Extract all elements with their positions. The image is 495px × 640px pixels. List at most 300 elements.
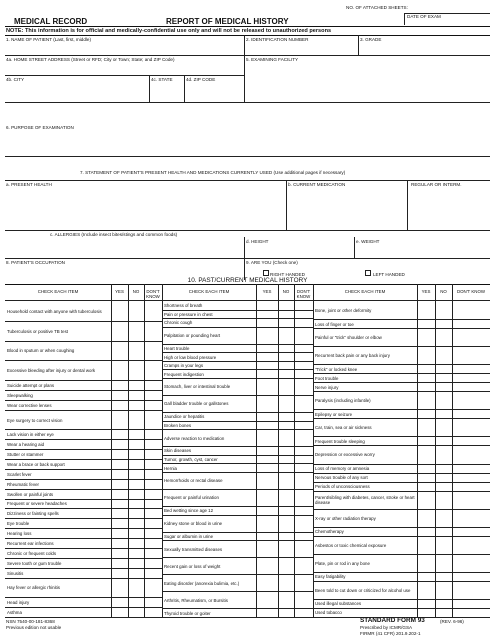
history-no-checkbox[interactable] — [278, 540, 294, 557]
history-yes-checkbox[interactable] — [111, 597, 128, 607]
history-yes-checkbox[interactable] — [111, 479, 128, 489]
history-no-checkbox[interactable] — [128, 518, 144, 528]
history-dont-know-checkbox[interactable] — [144, 469, 162, 479]
history-dont-know-checkbox[interactable] — [294, 310, 313, 319]
history-yes-checkbox[interactable] — [256, 378, 278, 395]
history-item: Swollen or painful joints — [7, 491, 54, 497]
present-health-field[interactable] — [6, 189, 284, 229]
history-dont-know-checkbox[interactable] — [452, 418, 490, 436]
history-yes-checkbox[interactable] — [417, 473, 435, 482]
history-no-checkbox[interactable] — [128, 360, 144, 380]
history-dont-know-checkbox[interactable] — [452, 301, 490, 319]
history-yes-checkbox[interactable] — [256, 412, 278, 421]
history-item: Wear a hearing aid — [7, 442, 45, 448]
history-yes-checkbox[interactable] — [111, 410, 128, 430]
grade-field[interactable] — [360, 44, 488, 54]
history-yes-checkbox[interactable] — [256, 369, 278, 378]
history-item: Skin diseases — [164, 448, 192, 454]
history-dont-know-checkbox[interactable] — [294, 446, 313, 455]
history-yes-checkbox[interactable] — [417, 536, 435, 554]
history-yes-checkbox[interactable] — [417, 373, 435, 382]
current-medication-label: b. CURRENT MEDICATION — [288, 182, 346, 187]
allergies-label: c. ALLERGIES (Include insect bites/stings and common foods) — [50, 232, 178, 237]
history-yes-checkbox[interactable] — [256, 395, 278, 412]
height-label: d. HEIGHT — [246, 239, 269, 244]
history-yes-checkbox[interactable] — [417, 482, 435, 491]
history-yes-checkbox[interactable] — [111, 439, 128, 449]
history-dont-know-checkbox[interactable] — [452, 382, 490, 391]
history-yes-checkbox[interactable] — [256, 361, 278, 370]
history-item: Sexually transmitted diseases — [164, 546, 223, 552]
history-item: Asbestos or toxic chemical exposure — [315, 542, 387, 548]
history-dont-know-checkbox[interactable] — [144, 459, 162, 469]
statement-label: 7. STATEMENT OF PATIENT'S PRESENT HEALTH AND MEDICATIONS CURRENTLY USED (Use additional pages if necessary) — [80, 170, 346, 175]
history-no-checkbox[interactable] — [128, 538, 144, 548]
history-dont-know-checkbox[interactable] — [294, 369, 313, 378]
history-no-checkbox[interactable] — [278, 472, 294, 489]
history-item: Recurrent ear infections — [7, 540, 54, 546]
history-no-checkbox[interactable] — [128, 607, 144, 617]
occupation-label: 8. PATIENT'S OCCUPATION — [6, 260, 65, 265]
history-dont-know-checkbox[interactable] — [294, 532, 313, 541]
history-yes-checkbox[interactable] — [417, 418, 435, 436]
history-item: Recurrent back pain or any back injury — [315, 353, 390, 359]
history-dont-know-checkbox[interactable] — [144, 518, 162, 528]
history-yes-checkbox[interactable] — [417, 409, 435, 418]
history-item: Blood in sputum or when coughing — [7, 348, 75, 354]
attached-sheets-label: NO. OF ATTACHED SHEETS: — [346, 5, 408, 10]
history-dont-know-checkbox[interactable] — [144, 568, 162, 578]
history-no-checkbox[interactable] — [435, 599, 452, 608]
history-dont-know-checkbox[interactable] — [144, 578, 162, 598]
history-yes-checkbox[interactable] — [256, 591, 278, 608]
history-yes-checkbox[interactable] — [256, 455, 278, 464]
history-dont-know-checkbox[interactable] — [294, 412, 313, 421]
history-yes-checkbox[interactable] — [417, 391, 435, 409]
history-dont-know-checkbox[interactable] — [144, 548, 162, 558]
left-handed-checkbox[interactable] — [365, 270, 371, 276]
history-no-checkbox[interactable] — [435, 482, 452, 491]
history-yes-checkbox[interactable] — [417, 436, 435, 445]
history-dont-know-checkbox[interactable] — [452, 464, 490, 473]
history-no-checkbox[interactable] — [278, 515, 294, 532]
allergies-field[interactable] — [6, 238, 242, 256]
history-item: Chronic or frequent colds — [7, 550, 57, 556]
history-dont-know-checkbox[interactable] — [294, 395, 313, 412]
history-no-checkbox[interactable] — [128, 301, 144, 321]
history-dont-know-checkbox[interactable] — [294, 361, 313, 370]
history-dont-know-checkbox[interactable] — [144, 607, 162, 617]
history-no-checkbox[interactable] — [435, 436, 452, 445]
history-item: Frequent or painful urination — [164, 495, 219, 501]
history-no-checkbox[interactable] — [128, 578, 144, 598]
history-dont-know-checkbox[interactable] — [452, 346, 490, 364]
history-yes-checkbox[interactable] — [417, 382, 435, 391]
history-dont-know-checkbox[interactable] — [294, 540, 313, 557]
history-yes-checkbox[interactable] — [417, 599, 435, 608]
history-no-checkbox[interactable] — [435, 382, 452, 391]
history-yes-checkbox[interactable] — [111, 341, 128, 361]
history-dont-know-checkbox[interactable] — [452, 581, 490, 599]
history-no-checkbox[interactable] — [278, 352, 294, 361]
history-dont-know-checkbox[interactable] — [144, 390, 162, 400]
history-no-checkbox[interactable] — [435, 473, 452, 482]
history-dont-know-checkbox[interactable] — [144, 558, 162, 568]
history-dont-know-checkbox[interactable] — [144, 479, 162, 489]
city-field[interactable] — [6, 84, 146, 98]
history-yes-checkbox[interactable] — [111, 301, 128, 321]
history-no-checkbox[interactable] — [278, 574, 294, 591]
history-dont-know-checkbox[interactable] — [144, 429, 162, 439]
history-dont-know-checkbox[interactable] — [294, 429, 313, 446]
history-item: Palpitation or pounding heart — [164, 333, 221, 339]
history-item: Been told to cut down or criticized for alcohol use — [315, 587, 411, 593]
history-no-checkbox[interactable] — [278, 412, 294, 421]
history-dont-know-checkbox[interactable] — [294, 455, 313, 464]
history-item: Depression or excessive worry — [315, 452, 375, 458]
yes-header-3: YES — [421, 289, 431, 294]
history-no-checkbox[interactable] — [278, 369, 294, 378]
history-dont-know-checkbox[interactable] — [144, 321, 162, 341]
purpose-label: 6. PURPOSE OF EXAMINATION — [6, 125, 74, 130]
history-dont-know-checkbox[interactable] — [144, 597, 162, 607]
history-no-checkbox[interactable] — [128, 439, 144, 449]
history-no-checkbox[interactable] — [278, 361, 294, 370]
history-dont-know-checkbox[interactable] — [294, 421, 313, 430]
history-yes-checkbox[interactable] — [111, 469, 128, 479]
history-yes-checkbox[interactable] — [111, 489, 128, 499]
history-no-checkbox[interactable] — [278, 378, 294, 395]
history-yes-checkbox[interactable] — [256, 327, 278, 344]
history-dont-know-checkbox[interactable] — [144, 410, 162, 430]
history-item: Recent gain or loss of weight — [164, 563, 221, 569]
history-item: Painful or "trick" shoulder or elbow — [315, 335, 382, 341]
history-dont-know-checkbox[interactable] — [452, 373, 490, 382]
history-dont-know-checkbox[interactable] — [144, 380, 162, 390]
history-item: Wear corrective lenses — [7, 402, 52, 408]
state-field[interactable] — [151, 84, 183, 98]
history-no-checkbox[interactable] — [278, 532, 294, 541]
history-dont-know-checkbox[interactable] — [294, 515, 313, 532]
history-item: Plate, pin or rod in any bone — [315, 560, 370, 566]
history-item: Dizziness or fainting spells — [7, 511, 59, 517]
history-dont-know-checkbox[interactable] — [452, 482, 490, 491]
history-yes-checkbox[interactable] — [417, 554, 435, 572]
history-yes-checkbox[interactable] — [256, 489, 278, 506]
history-no-checkbox[interactable] — [435, 373, 452, 382]
history-no-checkbox[interactable] — [435, 464, 452, 473]
height-field[interactable] — [246, 246, 352, 256]
history-no-checkbox[interactable] — [128, 568, 144, 578]
history-yes-checkbox[interactable] — [417, 464, 435, 473]
prescribed-by: Prescribed by ICMR/GSA — [360, 625, 413, 630]
history-yes-checkbox[interactable] — [111, 390, 128, 400]
history-dont-know-checkbox[interactable] — [452, 391, 490, 409]
name-of-patient-field[interactable] — [6, 44, 242, 54]
history-no-checkbox[interactable] — [435, 572, 452, 581]
history-yes-checkbox[interactable] — [111, 607, 128, 617]
history-yes-checkbox[interactable] — [417, 509, 435, 527]
history-yes-checkbox[interactable] — [111, 528, 128, 538]
history-yes-checkbox[interactable] — [256, 574, 278, 591]
history-dont-know-checkbox[interactable] — [144, 301, 162, 321]
history-yes-checkbox[interactable] — [256, 506, 278, 515]
history-dont-know-checkbox[interactable] — [452, 328, 490, 346]
history-no-checkbox[interactable] — [278, 421, 294, 430]
history-no-checkbox[interactable] — [435, 509, 452, 527]
history-no-checkbox[interactable] — [435, 581, 452, 599]
history-dont-know-checkbox[interactable] — [294, 557, 313, 574]
history-dont-know-checkbox[interactable] — [144, 360, 162, 380]
history-no-checkbox[interactable] — [128, 597, 144, 607]
history-dont-know-checkbox[interactable] — [452, 608, 490, 617]
history-no-checkbox[interactable] — [278, 318, 294, 327]
history-dont-know-checkbox[interactable] — [294, 574, 313, 591]
history-dont-know-checkbox[interactable] — [294, 327, 313, 344]
history-no-checkbox[interactable] — [128, 390, 144, 400]
history-yes-checkbox[interactable] — [111, 518, 128, 528]
history-no-checkbox[interactable] — [435, 527, 452, 536]
history-no-checkbox[interactable] — [278, 429, 294, 446]
history-no-checkbox[interactable] — [435, 364, 452, 373]
history-no-checkbox[interactable] — [278, 608, 294, 617]
history-dont-know-checkbox[interactable] — [144, 508, 162, 518]
history-no-checkbox[interactable] — [435, 346, 452, 364]
home-address-field[interactable] — [6, 64, 242, 74]
history-yes-checkbox[interactable] — [256, 421, 278, 430]
history-no-checkbox[interactable] — [435, 536, 452, 554]
history-yes-checkbox[interactable] — [256, 446, 278, 455]
history-no-checkbox[interactable] — [278, 344, 294, 353]
history-item: Household contact with anyone with tuberculosis — [7, 308, 102, 314]
history-yes-checkbox[interactable] — [256, 608, 278, 617]
history-dont-know-checkbox[interactable] — [452, 364, 490, 373]
history-no-checkbox[interactable] — [128, 429, 144, 439]
history-yes-checkbox[interactable] — [256, 540, 278, 557]
history-yes-checkbox[interactable] — [111, 568, 128, 578]
history-item: Bed wetting since age 12 — [164, 508, 214, 514]
history-no-checkbox[interactable] — [435, 445, 452, 463]
yes-header-1: YES — [115, 289, 124, 294]
history-yes-checkbox[interactable] — [256, 557, 278, 574]
history-no-checkbox[interactable] — [435, 491, 452, 509]
history-no-checkbox[interactable] — [128, 410, 144, 430]
history-dont-know-checkbox[interactable] — [452, 599, 490, 608]
history-no-checkbox[interactable] — [435, 608, 452, 617]
history-no-checkbox[interactable] — [435, 301, 452, 319]
history-yes-checkbox[interactable] — [256, 352, 278, 361]
history-item: Hemorrhoids or rectal disease — [164, 478, 223, 484]
history-dont-know-checkbox[interactable] — [452, 554, 490, 572]
history-no-checkbox[interactable] — [128, 400, 144, 410]
history-yes-checkbox[interactable] — [111, 449, 128, 459]
history-yes-checkbox[interactable] — [111, 499, 128, 509]
history-yes-checkbox[interactable] — [111, 578, 128, 598]
history-no-checkbox[interactable] — [128, 548, 144, 558]
history-dont-know-checkbox[interactable] — [452, 473, 490, 482]
history-dont-know-checkbox[interactable] — [144, 538, 162, 548]
history-no-checkbox[interactable] — [435, 554, 452, 572]
history-yes-checkbox[interactable] — [417, 328, 435, 346]
purpose-field[interactable] — [6, 132, 488, 154]
history-dont-know-checkbox[interactable] — [144, 489, 162, 499]
history-yes-checkbox[interactable] — [111, 360, 128, 380]
zip-code-field[interactable] — [186, 84, 242, 98]
history-yes-checkbox[interactable] — [111, 538, 128, 548]
history-dont-know-checkbox[interactable] — [294, 344, 313, 353]
history-no-checkbox[interactable] — [128, 449, 144, 459]
history-item: Cramps in your legs — [164, 363, 204, 369]
history-no-checkbox[interactable] — [128, 479, 144, 489]
history-no-checkbox[interactable] — [128, 528, 144, 538]
history-dont-know-checkbox[interactable] — [452, 509, 490, 527]
history-dont-know-checkbox[interactable] — [452, 319, 490, 328]
history-dont-know-checkbox[interactable] — [452, 491, 490, 509]
examining-facility-field[interactable] — [246, 64, 488, 100]
history-no-checkbox[interactable] — [435, 319, 452, 328]
history-dont-know-checkbox[interactable] — [294, 463, 313, 472]
history-dont-know-checkbox[interactable] — [452, 409, 490, 418]
history-no-checkbox[interactable] — [278, 446, 294, 455]
history-no-checkbox[interactable] — [128, 508, 144, 518]
history-no-checkbox[interactable] — [435, 328, 452, 346]
history-no-checkbox[interactable] — [435, 418, 452, 436]
history-no-checkbox[interactable] — [278, 301, 294, 310]
history-yes-checkbox[interactable] — [111, 400, 128, 410]
history-yes-checkbox[interactable] — [417, 527, 435, 536]
history-dont-know-checkbox[interactable] — [294, 489, 313, 506]
history-item: Stomach, liver or intestinal trouble — [164, 384, 231, 390]
history-yes-checkbox[interactable] — [111, 548, 128, 558]
history-yes-checkbox[interactable] — [111, 321, 128, 341]
history-no-checkbox[interactable] — [278, 310, 294, 319]
history-yes-checkbox[interactable] — [256, 310, 278, 319]
history-no-checkbox[interactable] — [128, 499, 144, 509]
history-dont-know-checkbox[interactable] — [144, 439, 162, 449]
check-each-item-header-1: CHECK EACH ITEM — [37, 289, 79, 294]
history-yes-checkbox[interactable] — [417, 445, 435, 463]
history-no-checkbox[interactable] — [278, 506, 294, 515]
history-item: Hernia — [164, 465, 177, 471]
history-dont-know-checkbox[interactable] — [144, 499, 162, 509]
history-item: Asthma — [7, 610, 22, 616]
history-dont-know-checkbox[interactable] — [144, 449, 162, 459]
history-dont-know-checkbox[interactable] — [294, 301, 313, 310]
history-yes-checkbox[interactable] — [417, 608, 435, 617]
history-dont-know-checkbox[interactable] — [294, 608, 313, 617]
history-yes-checkbox[interactable] — [111, 558, 128, 568]
history-item: Epilepsy or seizure — [315, 411, 353, 417]
history-yes-checkbox[interactable] — [256, 301, 278, 310]
history-item: Car, train, sea or air sickness — [315, 425, 372, 431]
history-dont-know-checkbox[interactable] — [452, 436, 490, 445]
history-yes-checkbox[interactable] — [417, 491, 435, 509]
left-handed-label: LEFT HANDED — [373, 272, 405, 277]
history-dont-know-checkbox[interactable] — [294, 506, 313, 515]
history-item: Parent/sibling with diabetes, cancer, stroke or heart disease — [315, 495, 415, 506]
history-no-checkbox[interactable] — [128, 469, 144, 479]
history-no-checkbox[interactable] — [128, 558, 144, 568]
history-dont-know-checkbox[interactable] — [452, 527, 490, 536]
history-item: Nervous trouble of any sort — [315, 475, 368, 481]
history-no-checkbox[interactable] — [278, 591, 294, 608]
history-yes-checkbox[interactable] — [417, 364, 435, 373]
dont-know-header-2: DON'T KNOW — [296, 289, 311, 299]
occupation-field[interactable] — [6, 267, 242, 277]
history-no-checkbox[interactable] — [435, 391, 452, 409]
history-yes-checkbox[interactable] — [111, 380, 128, 390]
history-yes-checkbox[interactable] — [417, 346, 435, 364]
history-no-checkbox[interactable] — [128, 341, 144, 361]
history-yes-checkbox[interactable] — [417, 581, 435, 599]
history-dont-know-checkbox[interactable] — [294, 352, 313, 361]
right-handed-checkbox[interactable] — [263, 270, 269, 276]
right-handed-label: RIGHT HANDED — [270, 272, 305, 277]
history-yes-checkbox[interactable] — [111, 508, 128, 518]
history-yes-checkbox[interactable] — [256, 515, 278, 532]
form-left-title: MEDICAL RECORD — [14, 17, 88, 26]
dont-know-header-3: DON'T KNOW — [456, 289, 486, 294]
history-no-checkbox[interactable] — [278, 455, 294, 464]
history-no-checkbox[interactable] — [278, 557, 294, 574]
history-item: Sugar or albumin in urine — [164, 533, 214, 539]
history-no-checkbox[interactable] — [278, 327, 294, 344]
history-no-checkbox[interactable] — [128, 380, 144, 390]
weight-field[interactable] — [356, 246, 488, 256]
history-dont-know-checkbox[interactable] — [452, 572, 490, 581]
history-yes-checkbox[interactable] — [111, 429, 128, 439]
history-dont-know-checkbox[interactable] — [452, 536, 490, 554]
history-yes-checkbox[interactable] — [256, 532, 278, 541]
history-item: Nerve injury — [315, 384, 339, 390]
history-item: Frequent indigestion — [164, 371, 204, 377]
history-no-checkbox[interactable] — [128, 321, 144, 341]
history-yes-checkbox[interactable] — [256, 318, 278, 327]
weight-label: e. WEIGHT — [356, 239, 380, 244]
history-dont-know-checkbox[interactable] — [452, 445, 490, 463]
history-yes-checkbox[interactable] — [417, 572, 435, 581]
history-dont-know-checkbox[interactable] — [144, 528, 162, 538]
history-no-checkbox[interactable] — [278, 395, 294, 412]
history-dont-know-checkbox[interactable] — [144, 400, 162, 410]
history-item: Foot trouble — [315, 375, 339, 381]
history-dont-know-checkbox[interactable] — [144, 341, 162, 361]
history-dont-know-checkbox[interactable] — [294, 472, 313, 489]
history-dont-know-checkbox[interactable] — [294, 318, 313, 327]
history-no-checkbox[interactable] — [278, 463, 294, 472]
history-yes-checkbox[interactable] — [111, 459, 128, 469]
history-item: Gall bladder trouble or gallstones — [164, 401, 229, 407]
history-yes-checkbox[interactable] — [256, 463, 278, 472]
date-of-exam-label: DATE OF EXAM — [407, 14, 441, 19]
history-no-checkbox[interactable] — [128, 459, 144, 469]
current-medication-field[interactable] — [288, 189, 488, 229]
home-address-label: 4a. HOME STREET ADDRESS (Street or RFD; City or Town; State; and ZIP Code) — [6, 57, 175, 62]
name-of-patient-label: 1. NAME OF PATIENT (Last, first, middle) — [6, 37, 91, 42]
history-dont-know-checkbox[interactable] — [294, 378, 313, 395]
history-yes-checkbox[interactable] — [417, 319, 435, 328]
history-no-checkbox[interactable] — [435, 409, 452, 418]
history-yes-checkbox[interactable] — [256, 344, 278, 353]
history-dont-know-checkbox[interactable] — [294, 591, 313, 608]
history-yes-checkbox[interactable] — [417, 301, 435, 319]
identification-number-field[interactable] — [246, 44, 356, 54]
history-no-checkbox[interactable] — [128, 489, 144, 499]
history-yes-checkbox[interactable] — [256, 429, 278, 446]
history-no-checkbox[interactable] — [278, 489, 294, 506]
history-yes-checkbox[interactable] — [256, 472, 278, 489]
history-item: Loss of finger or toe — [315, 321, 354, 327]
